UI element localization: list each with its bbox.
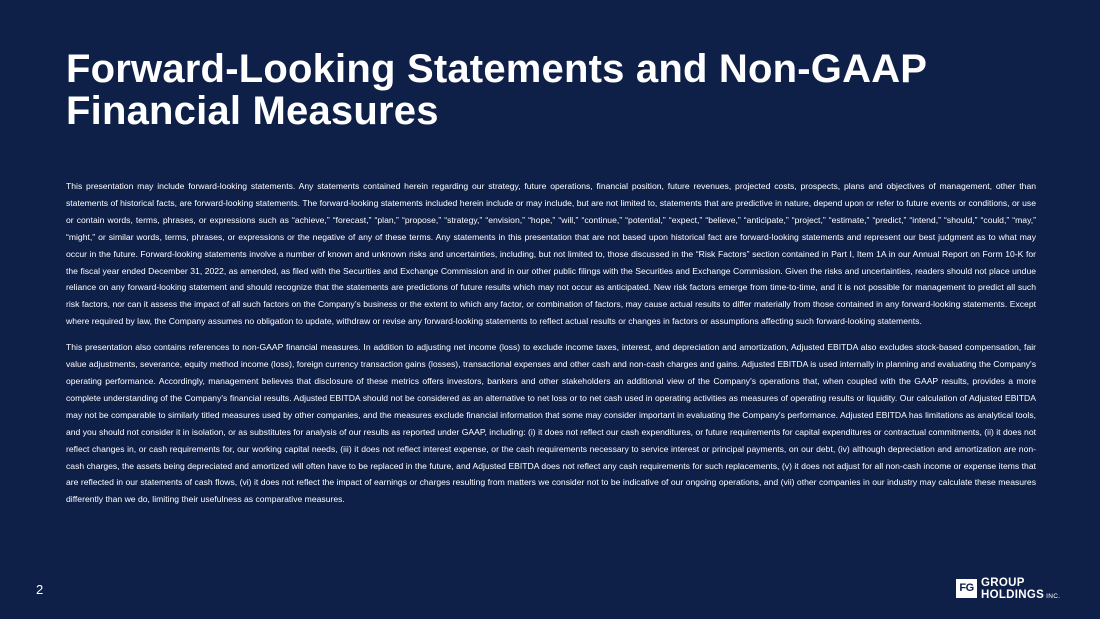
logo-line-2-text: HOLDINGS bbox=[981, 589, 1045, 601]
logo-mark: FG bbox=[956, 579, 977, 598]
forward-looking-paragraph: This presentation may include forward-looking statements. Any statements contained herein regarding our strategy, future operations, financial position, future revenues, projected costs, prospects, plans and objectives of management, other than statements of historical facts, are forward-looking statements. The forward-looking statements included herein include or may include, but are not limited to, statements that are predictive in nature, depend upon or refer to future events or conditions, or use or contain words, terms, phrases, or expressions such as “achieve,” “forecast,” “plan,” “propose,” “strategy,” “envision,” “hope,” “will,” “continue,” “potential,” “expect,” “believe,” “anticipate,” “project,” “estimate,” “predict,” “intend,” “should,” “could,” “may,” “might,” or similar words, terms, phrases, or expressions or the negative of any of these terms. Any statements in this presentation that are not based upon historical fact are forward-looking statements and represent our best judgment as to what may occur in the future. Forward-looking statements involve a number of known and unknown risks and uncertainties, including, but not limited to, those discussed in the “Risk Factors” section contained in Part I, Item 1A in our Annual Report on Form 10-K for the fiscal year ended December 31, 2022, as amended, as filed with the Securities and Exchange Commission and in our other public filings with the Securities and Exchange Commission. Given the risks and uncertainties, readers should not place undue reliance on any forward-looking statement and should recognize that the statements are predictions of future results which may not occur as anticipated. New risk factors emerge from time-to-time, and it is not possible for management to predict all such risk factors, nor can it assess the impact of all such factors on the Company’s business or the extent to which any factor, or combination of factors, may cause actual results to differ materially from those contained in any forward-looking statements. Except where required by law, the Company assumes no obligation to update, withdraw or revise any forward-looking statements to reflect actual results or changes in factors or assumptions affecting such forward-looking statements. bbox=[66, 181, 1036, 327]
logo-line-2 bbox=[981, 589, 1060, 603]
slide-title: Forward-Looking Statements and Non-GAAP Financial Measures bbox=[66, 47, 927, 133]
slide-body bbox=[66, 178, 1036, 517]
logo-line-1: GROUP bbox=[981, 577, 1025, 589]
non-gaap-paragraph: This presentation also contains references to non-GAAP financial measures. In addition to adjusting net income (loss) to exclude income taxes, interest, and depreciation and amortization, Adjusted EBITDA also excludes stock-based compensation, fair value adjustments, severance, equity method income (loss), foreign currency transaction gains (losses), transactional expenses and other cash and non-cash charges and gains. Adjusted EBITDA is used internally in planning and evaluating the Company's operating performance. Accordingly, management believes that disclosure of these metrics offers investors, bankers and other stakeholders an additional view of the Company's operations that, when coupled with the GAAP results, provides a more complete understanding of the Company's financial results. Adjusted EBITDA should not be considered as an alternative to net loss or to net cash used in operating activities as measures of operating results or liquidity. Our calculation of Adjusted EBITDA may not be comparable to similarly titled measures used by other companies, and the measures exclude financial information that some may consider important in evaluating the Company's performance. Adjusted EBITDA has limitations as analytical tools, and you should not consider it in isolation, or as substitutes for analysis of our results as reported under GAAP, including: (i) it does not reflect our cash expenditures, or future requirements for capital expenditures or contractual commitments, (ii) it does not reflect changes in, or cash requirements for, our working capital needs, (iii) it does not reflect interest expense, or the cash requirements necessary to service interest or principal payments, on our debt, (iv) although depreciation and amortization are non-cash charges, the assets being depreciated and amortized will often have to be replaced in the future, and Adjusted EBITDA does not reflect any cash requirements for such replacements, (v) it does not adjust for all non-cash income or expense items that are reflected in our statements of cash flows, (vi) it does not reflect the impact of earnings or charges resulting from matters we consider not to be indicative of our ongoing operations, and (vii) other companies in our industry may calculate these measures differently than we do, limiting their usefulness as comparative measures. bbox=[66, 342, 1036, 505]
company-logo bbox=[956, 577, 1076, 603]
logo-suffix: INC. bbox=[1046, 593, 1061, 600]
page-number: 2 bbox=[36, 582, 44, 597]
